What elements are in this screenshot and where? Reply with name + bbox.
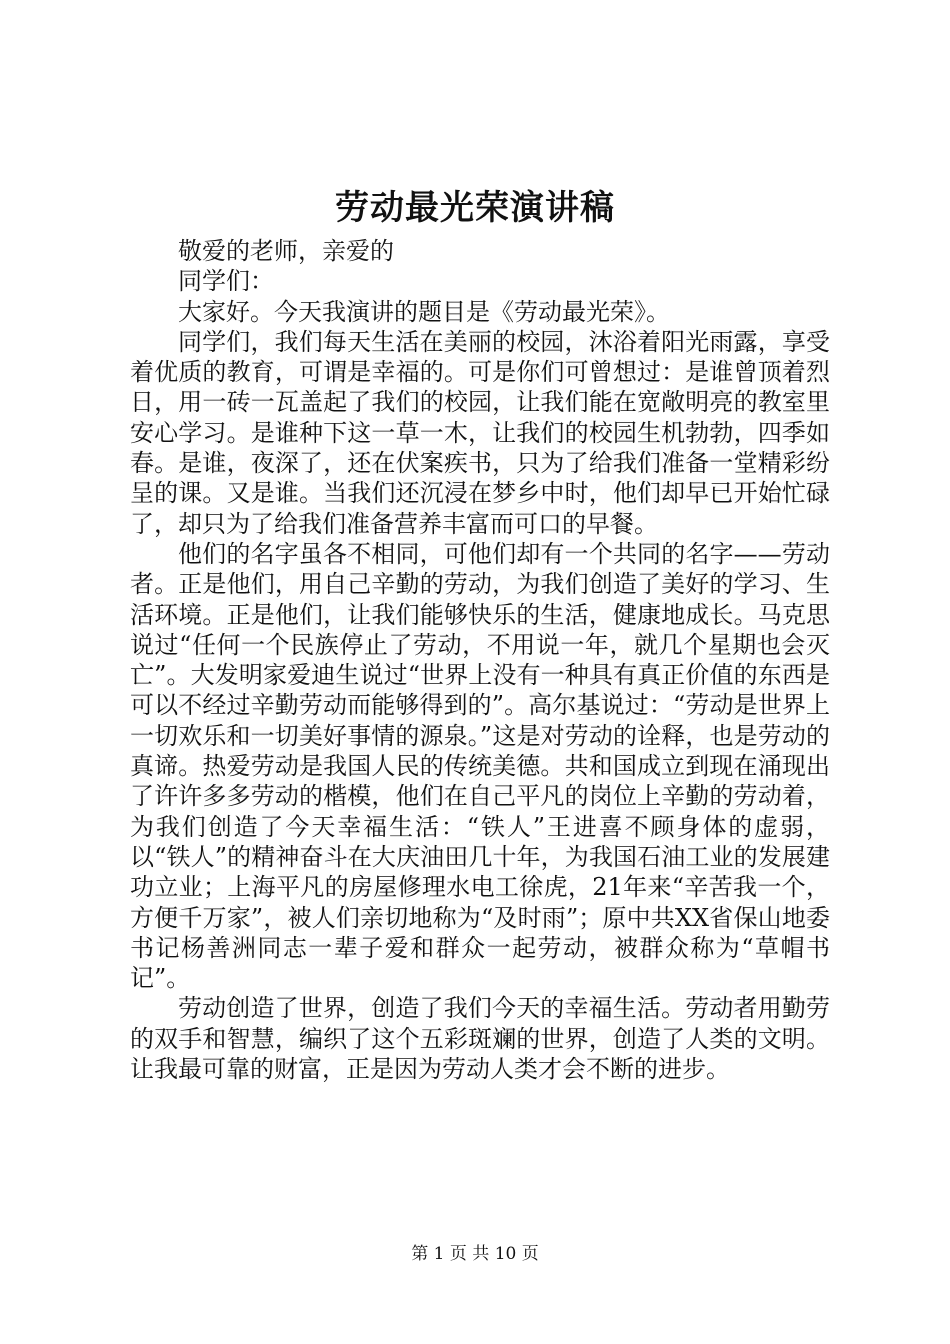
paragraph-3: 劳动创造了世界，创造了我们今天的幸福生活。劳动者用勤劳的双手和智慧，编织了这个五彩斑斓的世界，创造了人类的文明。让我最可靠的财富，正是因为劳动人类才会不断的进步。 [130,994,830,1084]
salutation-line-1: 敬爱的老师，亲爱的 [178,237,394,265]
paragraph-2: 他们的名字虽各不相同，可他们却有一个共同的名字——劳动者。正是他们，用自己辛勤的劳动，为我们创造了美好的学习、生活环境。正是他们，让我们能够快乐的生活，健康地成长。马克思说过“任何一个民族停止了劳动，不用说一年，就几个星期也会灭亡”。大发明家爱迪生说过“世界上没有一种具有真正价值的东西是可以不经过辛勤劳动而能够得到的”。高尔基说过：“劳动是世界上一切欢乐和一切美好事情的源泉。”这是对劳动的诠释，也是劳动的真谛。热爱劳动是我国人民的传统美德。共和国成立到现在涌现出了许许多多劳动的楷模，他们在自己平凡的岗位上辛勤的劳动着，为我们创造了今天幸福生活：“铁人”王进喜不顾身体的虚弱，以“铁人”的精神奋斗在大庆油田几十年，为我国石油工业的发展建功立业；上海平凡的房屋修理水电工徐虎，21年来“辛苦我一个，方便千万家”，被人们亲切地称为“及时雨”；原中共XX省保山地委书记杨善洲同志一辈子爱和群众一起劳动，被群众称为“草帽书记”。 [130,539,830,993]
paragraph-1: 同学们，我们每天生活在美丽的校园，沐浴着阳光雨露，享受着优质的教育，可谓是幸福的。可是你们可曾想过：是谁曾顶着烈日，用一砖一瓦盖起了我们的校园，让我们能在宽敞明亮的教室里安心学习。是谁种下这一草一木，让我们的校园生机勃勃，四季如春。是谁，夜深了，还在伏案疾书，只为了给我们准备一堂精彩纷呈的课。又是谁。当我们还沉浸在梦乡中时，他们却早已开始忙碌了，却只为了给我们准备营养丰富而可口的早餐。 [130,327,830,538]
page-number-footer: 第 1 页 共 10 页 [411,1244,539,1264]
document-body [130,236,830,1084]
document-title: 劳动最光荣演讲稿 [335,188,615,228]
salutation-line-2: 同学们： [178,267,274,296]
paragraph-greeting: 大家好。今天我演讲的题目是《劳动最光荣》。 [178,297,670,326]
